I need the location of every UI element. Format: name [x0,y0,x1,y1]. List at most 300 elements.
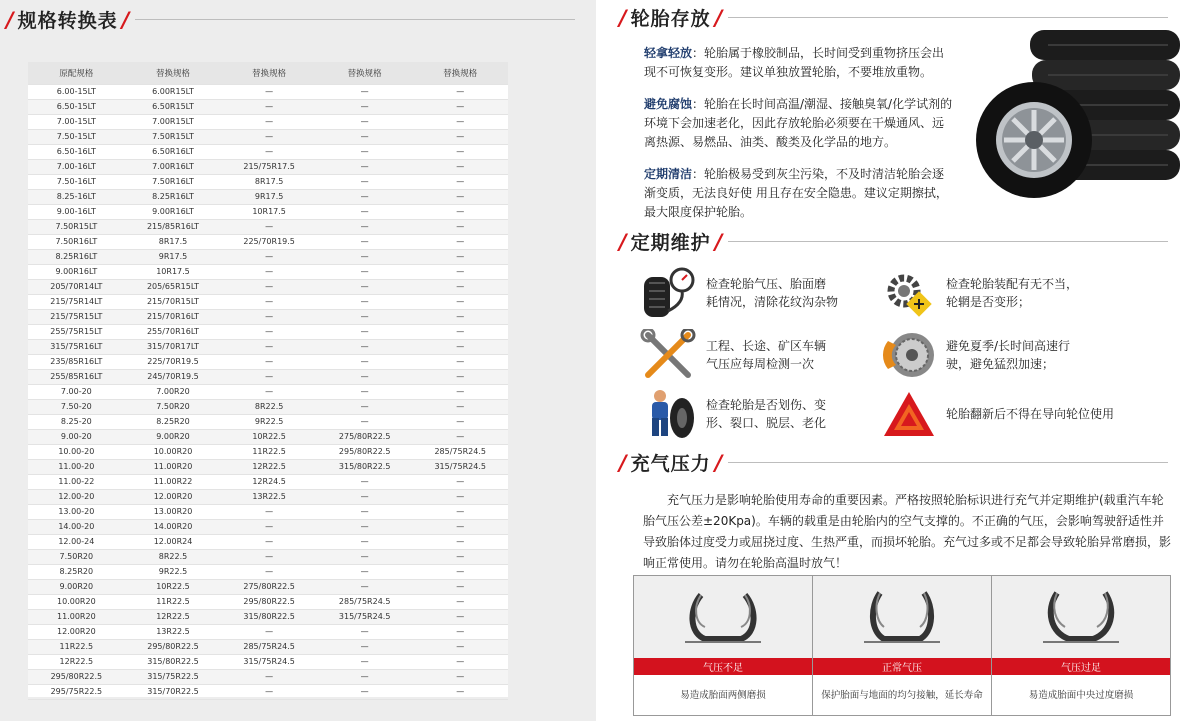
table-body [28,84,508,699]
table-cell: — [412,279,508,294]
table-cell: — [221,264,317,279]
table-row [28,204,508,219]
storage-paragraph [644,165,954,222]
table-cell: 205/70R14LT [28,279,125,294]
table-cell: — [412,99,508,114]
table-cell: — [412,324,508,339]
pressure-card [634,576,813,715]
table-cell: 11R22.5 [221,444,317,459]
slash-mark: / [6,7,14,32]
table-cell: 315/70R22.5 [125,684,222,699]
table-cell: — [412,504,508,519]
table-cell: 235/85R16LT [28,354,125,369]
table-cell: 275/80R22.5 [221,579,317,594]
table-cell: — [317,129,413,144]
table-cell: — [317,624,413,639]
table-cell: 9.00-16LT [28,204,125,219]
table-cell: — [412,564,508,579]
table-cell: — [221,504,317,519]
table-cell: — [317,564,413,579]
table-cell: — [317,369,413,384]
table-cell: — [221,684,317,699]
table-cell: 8.25-20 [28,414,125,429]
table-cell: 12R22.5 [125,609,222,624]
pressure-comparison [633,575,1171,716]
slash-mark: / [619,450,627,475]
table-cell: 11R22.5 [125,594,222,609]
table-cell: 11.00R20 [125,459,222,474]
table-cell: — [317,279,413,294]
table-cell: — [317,414,413,429]
pressure-section-header [619,449,1168,476]
storage-paragraph [644,95,954,152]
table-cell: 215/75R15LT [28,309,125,324]
table-row [28,309,508,324]
table-cell: 12R22.5 [28,654,125,669]
maintenance-item [640,268,838,318]
table-row [28,654,508,669]
storage-body: ：轮胎极易受到灰尘污染，不及时清洁轮胎会逐渐变质，无法良好使 用且存在安全隐患。建议定期擦拭，最大限度保护轮胎。 [644,167,948,219]
table-cell: — [317,114,413,129]
table-cell: — [412,144,508,159]
column-header: 替换规格 [125,62,222,84]
table-cell: 255/85R16LT [28,369,125,384]
table-cell: 8.25R16LT [125,189,222,204]
pressure-desc: 易造成胎面两侧磨损 [680,689,766,701]
table-cell: — [317,84,413,99]
table-cell: — [412,369,508,384]
storage-paragraph [644,44,954,82]
table-cell: 7.50R16LT [125,174,222,189]
table-cell: 7.50-20 [28,399,125,414]
pressure-label: 气压不足 [634,658,812,675]
table-cell: — [221,99,317,114]
table-cell: — [221,129,317,144]
table-row [28,609,508,624]
table-cell: — [317,654,413,669]
slash-mark: / [619,229,627,254]
maintenance-item [880,268,1078,318]
table-row [28,399,508,414]
table-cell: 7.50-16LT [28,174,125,189]
table-cell: 315/75R24.5 [412,459,508,474]
table-cell: 9.00R20 [125,429,222,444]
tire-gauge-icon [640,268,698,318]
table-cell: — [412,639,508,654]
table-row [28,474,508,489]
table-row [28,219,508,234]
table-cell: — [221,369,317,384]
table-cell: 7.50R15LT [28,219,125,234]
table-cell: 11R22.5 [28,639,125,654]
table-cell: 9R17.5 [221,189,317,204]
table-row [28,324,508,339]
slash-mark: / [619,5,627,30]
table-cell: 245/70R19.5 [125,369,222,384]
maintenance-item [880,389,1114,439]
table-cell: — [317,264,413,279]
table-cell: — [317,399,413,414]
table-cell: 8R22.5 [125,549,222,564]
column-header: 原配规格 [28,62,125,84]
table-row [28,669,508,684]
maintenance-line: 检查轮胎装配有无不当， [946,277,1079,291]
table-cell: — [221,249,317,264]
table-cell: 12.00-20 [28,489,125,504]
table-row [28,534,508,549]
table-cell: — [317,489,413,504]
table-cell: 275/80R22.5 [317,429,413,444]
table-cell: — [412,219,508,234]
table-cell: 315/80R22.5 [221,609,317,624]
table-cell: 295/80R22.5 [221,594,317,609]
table-cell: 205/65R15LT [125,279,222,294]
table-row [28,114,508,129]
table-cell: — [412,399,508,414]
table-cell: 9.00R16LT [28,264,125,279]
table-row [28,369,508,384]
table-cell: 315/75R24.5 [221,654,317,669]
table-cell: — [412,234,508,249]
table-cell: 8.25R20 [125,414,222,429]
table-cell: — [221,384,317,399]
stacked-tires-image [968,22,1190,202]
maintenance-line: 轮辋是否变形； [946,295,1031,309]
table-cell: — [412,339,508,354]
table-cell: — [221,324,317,339]
table-cell: 10R22.5 [221,429,317,444]
table-cell: 10R17.5 [221,204,317,219]
table-cell: — [317,534,413,549]
maintenance-text [946,337,1070,373]
table-cell: 6.50R16LT [125,144,222,159]
table-cell: 7.00R16LT [125,159,222,174]
table-cell: — [221,219,317,234]
table-row [28,429,508,444]
table-cell: — [412,549,508,564]
table-cell: 12.00-24 [28,534,125,549]
table-cell: 7.00-15LT [28,114,125,129]
table-cell: — [412,129,508,144]
pressure-label: 正常气压 [813,658,991,675]
table-cell: — [412,609,508,624]
table-row [28,264,508,279]
maintenance-line: 工程、长途、矿区车辆 [706,339,827,353]
table-cell: 6.50-15LT [28,99,125,114]
table-cell: — [412,414,508,429]
table-row [28,624,508,639]
maintenance-section-header [619,228,1168,255]
table-cell: 8R17.5 [221,174,317,189]
table-cell: — [317,354,413,369]
table-cell: — [412,474,508,489]
table-row [28,444,508,459]
table-cell: — [412,84,508,99]
table-row [28,144,508,159]
table-cell: 225/70R19.5 [125,354,222,369]
storage-lead: 轻拿轻放 [644,46,693,60]
table-cell: — [317,219,413,234]
table-cell: — [317,294,413,309]
table-cell: — [317,684,413,699]
table-cell: 315/80R22.5 [317,459,413,474]
pressure-label: 气压过足 [992,658,1170,675]
table-cell: — [221,564,317,579]
table-cell: 7.50R20 [28,549,125,564]
table-row [28,564,508,579]
table-cell: 8R22.5 [221,399,317,414]
table-cell: — [317,669,413,684]
maintenance-item [880,330,1070,380]
maintenance-item [640,389,826,439]
table-cell: 315/75R16LT [28,339,125,354]
wheel-icon [976,82,1092,198]
table-row [28,549,508,564]
maintenance-line: 避免夏季/长时间高速行 [946,339,1071,353]
table-cell: 13R22.5 [125,624,222,639]
table-cell: 13.00-20 [28,504,125,519]
maintenance-section-title: 定期维护 [630,232,711,254]
table-cell: — [317,324,413,339]
warning-triangle-icon [880,389,938,439]
table-cell: — [412,534,508,549]
table-cell: 7.50R15LT [125,129,222,144]
table-cell: — [317,204,413,219]
table-cell: 295/75R22.5 [28,684,125,699]
maintenance-text [706,337,826,373]
table-cell: — [221,519,317,534]
maintenance-text [706,396,826,432]
table-cell: 8R17.5 [125,234,222,249]
maintenance-line: 驶，避免猛烈加速； [946,357,1055,371]
table-cell: — [221,534,317,549]
table-cell: 6.00-15LT [28,84,125,99]
storage-body: ：轮胎属于橡胶制品，长时间受到重物挤压会出现不可恢复变形。建议单独放置轮胎，不要堆放重物。 [644,46,945,79]
table-cell: — [412,114,508,129]
table-cell: 7.50R16LT [28,234,125,249]
table-header-row [28,62,508,84]
header-rule [135,19,575,20]
table-row [28,129,508,144]
table-row [28,234,508,249]
table-cell: — [412,159,508,174]
table-cell: 10.00R20 [125,444,222,459]
maintenance-item [640,330,826,380]
gear-wrench-icon [880,268,938,318]
table-cell: 285/75R24.5 [412,444,508,459]
table-cell: 295/80R22.5 [28,669,125,684]
storage-text [644,44,954,235]
table-row [28,159,508,174]
table-cell: — [221,144,317,159]
table-cell: 255/75R15LT [28,324,125,339]
table-row [28,579,508,594]
table-cell: 215/75R14LT [28,294,125,309]
table-cell: 6.00R15LT [125,84,222,99]
table-cell: 8.25R20 [28,564,125,579]
table-cell: 315/75R22.5 [125,669,222,684]
table-cell: 285/75R24.5 [221,639,317,654]
table-cell: — [317,519,413,534]
table-row [28,249,508,264]
table-row [28,594,508,609]
table-cell: 295/80R22.5 [317,444,413,459]
table-cell: — [412,624,508,639]
table-cell: — [317,639,413,654]
table-row [28,684,508,699]
table-row [28,519,508,534]
table-cell: — [412,669,508,684]
table-cell: — [317,309,413,324]
table-cell: — [221,339,317,354]
table-cell: 7.00R15LT [125,114,222,129]
table-cell: 315/80R22.5 [125,654,222,669]
table-cell: — [412,384,508,399]
table-cell: — [221,624,317,639]
table-cell: 9.00-20 [28,429,125,444]
table-cell: — [317,549,413,564]
table-cell: — [221,309,317,324]
table-cell: 8.25R16LT [28,249,125,264]
table-cell: 11.00-22 [28,474,125,489]
spec-conversion-table [28,62,508,700]
table-cell: — [412,309,508,324]
table-cell: 14.00-20 [28,519,125,534]
table-cell: 7.00-20 [28,384,125,399]
brake-disc-icon [880,330,938,380]
table-cell: 11.00R20 [28,609,125,624]
table-row [28,384,508,399]
table-cell: 14.00R20 [125,519,222,534]
table-cell: — [317,249,413,264]
header-rule [728,462,1168,463]
table-row [28,279,508,294]
table-cell: 10.00R20 [28,594,125,609]
table-cell: — [317,159,413,174]
table-cell: 8.25-16LT [28,189,125,204]
table-row [28,339,508,354]
table-cell: 10R22.5 [125,579,222,594]
table-row [28,174,508,189]
slash-mark: / [714,5,723,30]
spec-section-title: 规格转换表 [17,10,118,32]
slash-mark: / [714,229,723,254]
normal-tire-icon [813,576,991,658]
header-rule [728,241,1168,242]
table-cell: 9.00R16LT [125,204,222,219]
table-row [28,354,508,369]
pressure-description: 充气压力是影响轮胎使用寿命的重要因素。严格按照轮胎标识进行充气并定期维护(载重汽车轮胎气压公差±20Kpa)。车辆的载重是由轮胎内的空气支撑的。不正确的气压，会影响驾驶舒适性并导致胎体过度受力或屈挠过度、生热严重，而损坏轮胎。充气过多或不足都会导致轮胎异常磨损，影响正常使用。请勿在轮胎高温时放气！ [643,493,1172,570]
table-row [28,189,508,204]
table-row [28,459,508,474]
table-cell: 9R17.5 [125,249,222,264]
maintenance-line: 耗情况，清除花纹沟杂物 [706,295,839,309]
table-cell: 215/70R15LT [125,294,222,309]
spec-section-header [6,6,575,33]
table-cell: — [317,504,413,519]
table-cell: 12.00R24 [125,534,222,549]
table-cell: 255/70R16LT [125,324,222,339]
table-cell: 7.00R20 [125,384,222,399]
pressure-card [992,576,1170,715]
slash-mark: / [121,7,130,32]
table-cell: — [317,339,413,354]
table-cell: — [221,354,317,369]
storage-section-title: 轮胎存放 [630,8,711,30]
table-row [28,504,508,519]
table-cell: — [412,354,508,369]
table-row [28,639,508,654]
table-cell: 10R17.5 [125,264,222,279]
table-cell: — [412,489,508,504]
maintenance-line: 检查轮胎是否划伤、变 [706,398,827,412]
wrench-tools-icon [640,330,698,380]
table-cell: 6.50-16LT [28,144,125,159]
table-cell: — [317,174,413,189]
spec-panel [0,0,596,721]
maintenance-text [946,275,1078,311]
table-row [28,489,508,504]
table-cell: — [317,234,413,249]
table-cell: — [317,579,413,594]
table-cell: — [221,669,317,684]
table-cell: — [412,204,508,219]
mechanic-icon [640,389,698,439]
header-rule [728,17,1168,18]
table-cell: 315/70R17LT [125,339,222,354]
table-row [28,84,508,99]
table-cell: 9.00R20 [28,579,125,594]
pressure-desc: 易造成胎面中央过度磨损 [1028,689,1134,701]
table-cell: — [221,114,317,129]
table-cell: — [317,99,413,114]
table-cell: — [317,474,413,489]
table-row [28,294,508,309]
table-cell: 12R24.5 [221,474,317,489]
maintenance-line: 检查轮胎气压、胎面磨 [706,277,827,291]
overinflated-tire-icon [992,576,1170,658]
maintenance-text [946,405,1114,423]
table-cell: 215/75R17.5 [221,159,317,174]
table-cell: — [221,549,317,564]
table-cell: — [412,174,508,189]
column-header: 替换规格 [317,62,413,84]
maintenance-line: 气压应每周检测一次 [706,357,815,371]
table-cell: 9R22.5 [221,414,317,429]
table-cell: 12R22.5 [221,459,317,474]
table-cell: — [317,189,413,204]
pressure-desc: 保护胎面与地面的均匀接触，延长寿命 [821,689,983,701]
table-cell: 13R22.5 [221,489,317,504]
table-cell: — [412,579,508,594]
table-cell: 13.00R20 [125,504,222,519]
table-cell: 7.50R20 [125,399,222,414]
table-cell: — [412,654,508,669]
underinflated-tire-icon [634,576,812,658]
maintenance-line: 轮胎翻新后不得在导向轮位使用 [946,407,1115,421]
maintenance-line: 形、裂口、脱层、老化 [706,416,827,430]
table-cell: — [412,594,508,609]
table-cell: — [412,429,508,444]
table-cell: — [412,249,508,264]
table-cell: 285/75R24.5 [317,594,413,609]
table-cell: 10.00-20 [28,444,125,459]
table-cell: 12.00R20 [125,489,222,504]
table-cell: — [317,144,413,159]
table-cell: — [412,264,508,279]
table-cell: — [412,519,508,534]
storage-lead: 定期清洁 [644,167,693,181]
